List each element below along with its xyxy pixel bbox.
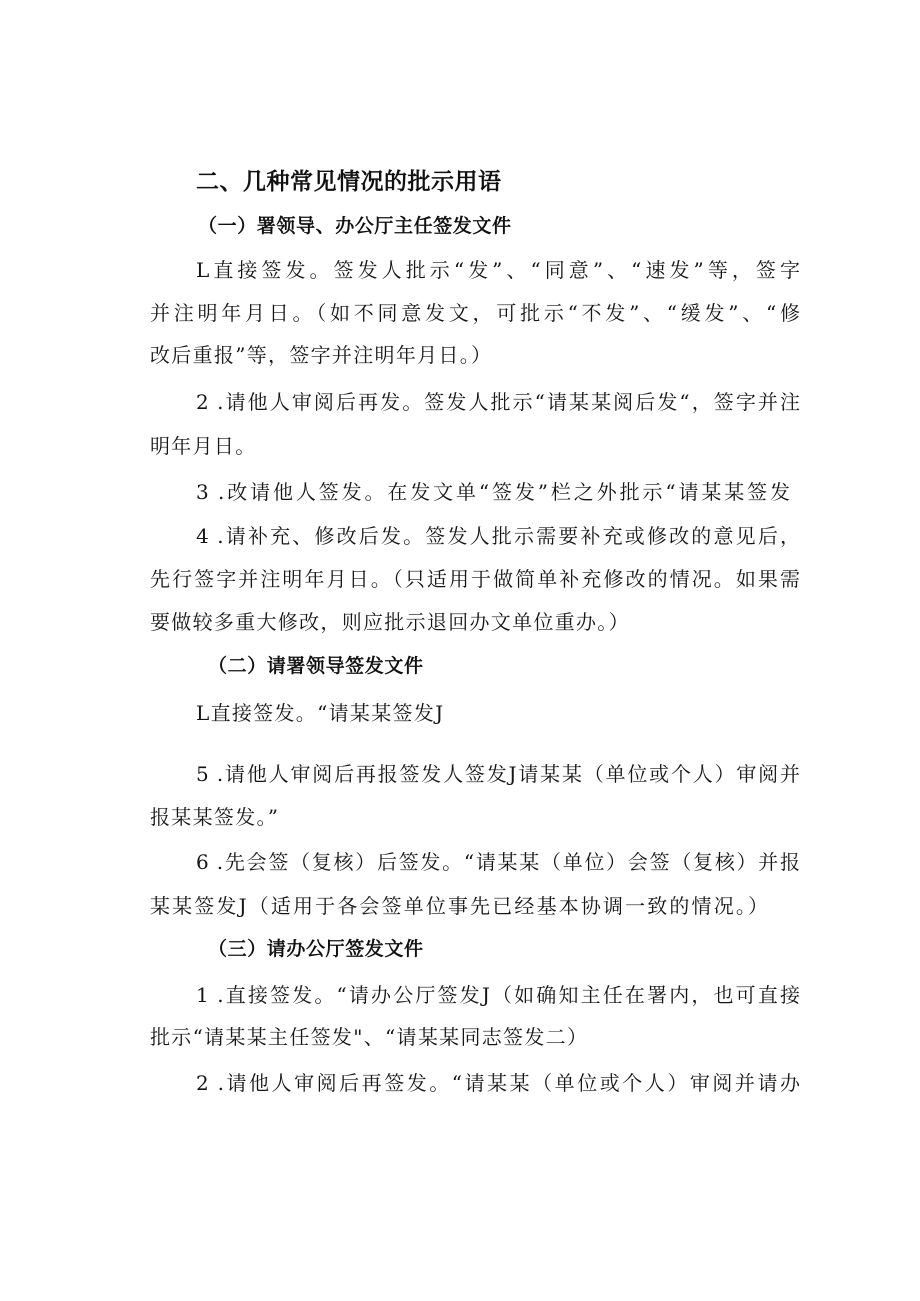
paragraph-line: 3 .改请他人签发。在发文单“签发”栏之外批示“请某某签发 [196, 480, 790, 504]
paragraph-line: 2 .请他人审阅后再发。签发人批示“请某某阅后发“，签字并注 [196, 390, 800, 414]
paragraph-line: 明年月日。 [150, 434, 257, 458]
paragraph-line: L直接签发。签发人批示“发”、“同意”、“速发”等，签字 [196, 258, 800, 282]
paragraph-line: 要做较多重大修改，则应批示退回办文单位重办。） [150, 610, 630, 634]
paragraph-line: 批示“请某某主任签发"、“请某某同志签发二） [150, 1025, 589, 1049]
paragraph-line: 报某某签发。” [150, 805, 280, 829]
paragraph-line: 并注明年月日。（如不同意发文，可批示“不发”、“缓发”、“修 [150, 301, 800, 325]
section-heading: （二）请署领导签发文件 [208, 655, 424, 677]
paragraph-line: L直接签发。“请某某签发J [196, 701, 445, 725]
paragraph-line: 先行签字并注明年月日。（只适用于做简单补充修改的情况。如果需 [150, 567, 800, 591]
paragraph-line: 6 .先会签（复核）后签发。“请某某（单位）会签（复核）并报 [196, 850, 800, 874]
section-heading: （一）署领导、办公厅主任签发文件 [198, 215, 512, 237]
paragraph-line: 1 .直接签发。“请办公厅签发J（如确知主任在署内，也可直接 [196, 983, 800, 1007]
paragraph-line: 某某签发J（适用于各会签单位事先已经基本协调一致的情况。） [150, 894, 768, 918]
section-heading: （三）请办公厅签发文件 [208, 938, 424, 960]
document-title: 二、几种常见情况的批示用语 [196, 169, 502, 195]
paragraph-line: 4 .请补充、修改后发。签发人批示需要补充或修改的意见后， [196, 524, 800, 548]
paragraph-line: 2 .请他人审阅后再签发。“请某某（单位或个人）审阅并请办 [196, 1071, 800, 1095]
paragraph-line: 5 .请他人审阅后再报签发人签发J请某某（单位或个人）审阅并 [196, 762, 800, 786]
paragraph-line: 改后重报”等，签字并注明年月日。） [150, 343, 493, 367]
